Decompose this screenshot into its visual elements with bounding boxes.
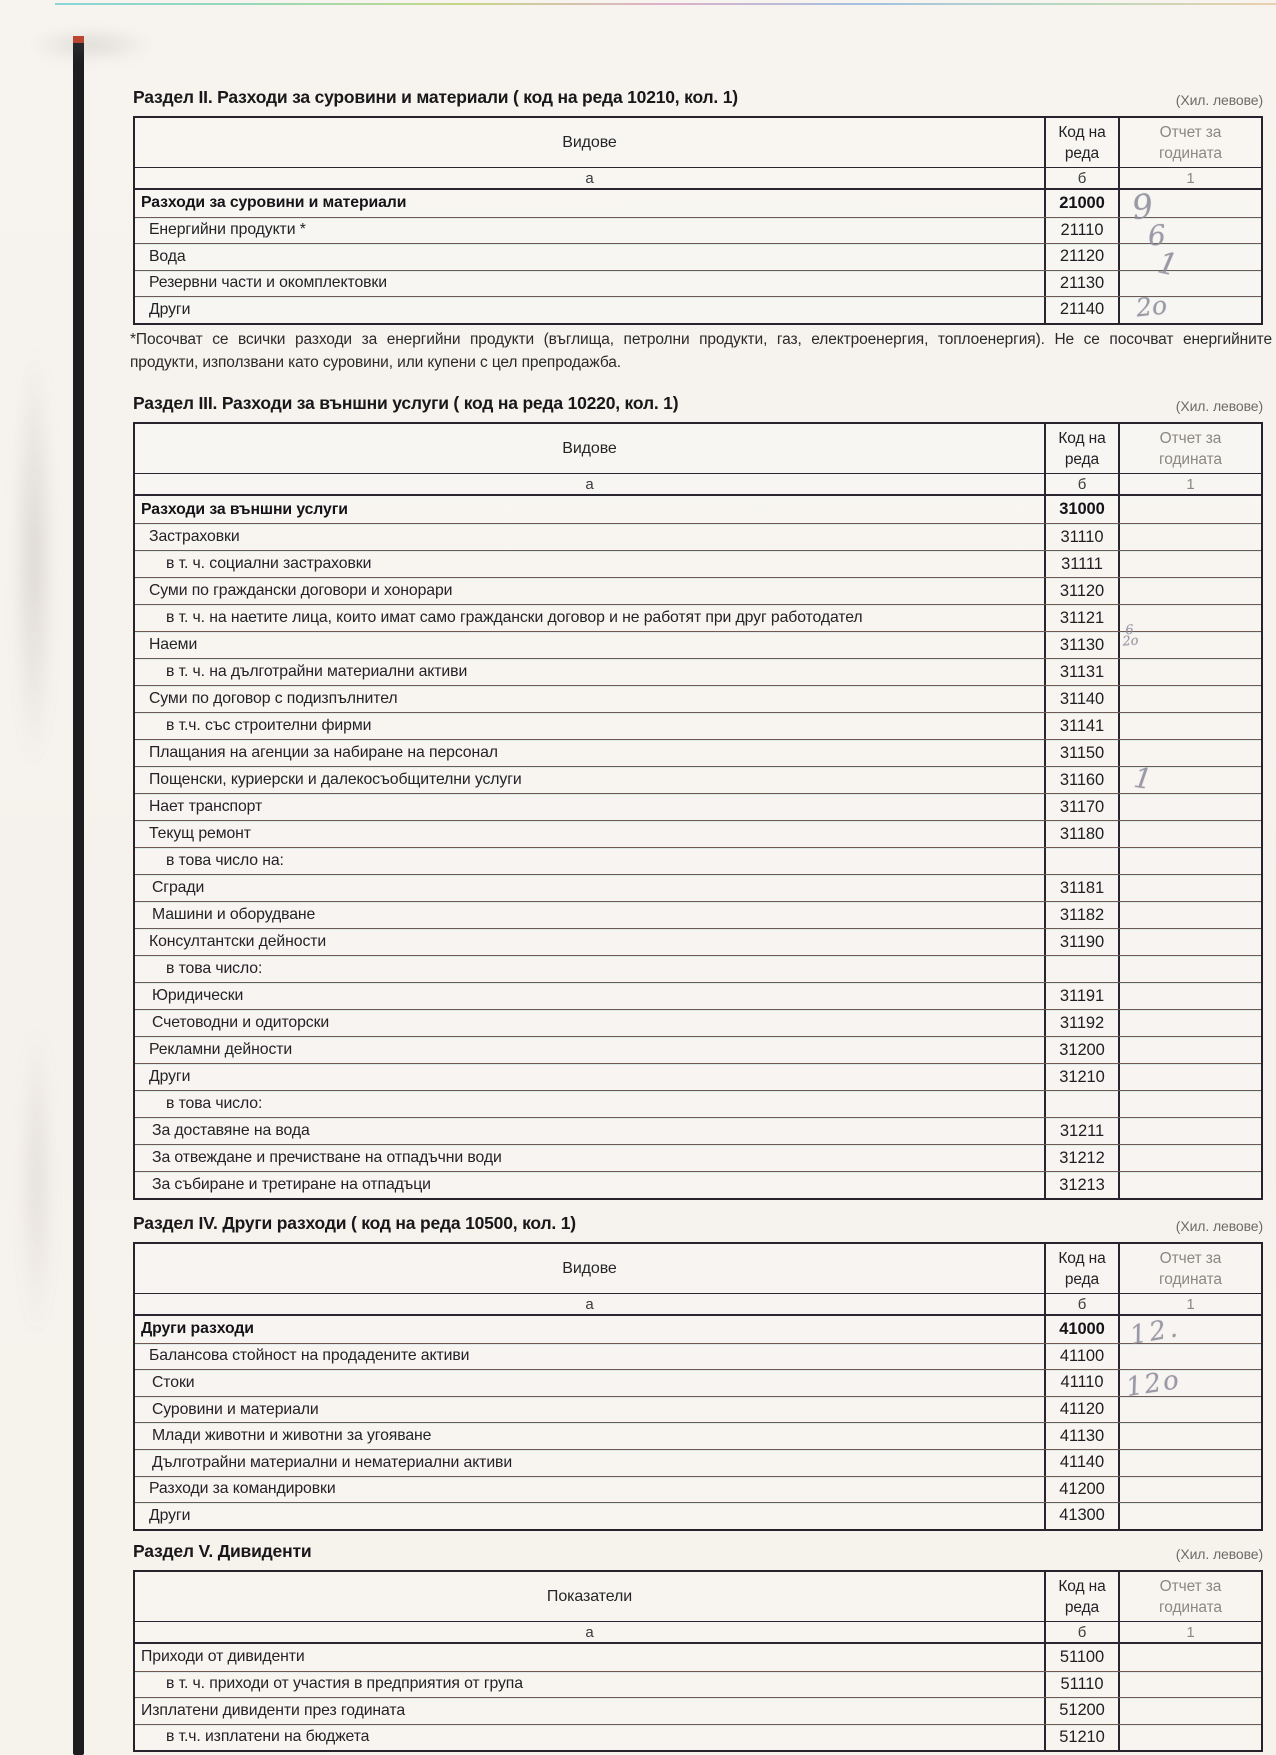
- row-code: 31182: [1046, 902, 1120, 928]
- table-header-row: [135, 424, 1261, 474]
- section-external-services: [133, 392, 1263, 1200]
- row-code: 31110: [1046, 524, 1120, 550]
- row-label: За доставяне на вода: [135, 1118, 1046, 1144]
- section-header: [133, 392, 1263, 414]
- row-label: Други разходи: [135, 1316, 1046, 1343]
- subheader-a: а: [135, 1622, 1046, 1642]
- row-code: 31211: [1046, 1118, 1120, 1144]
- row-value-cell: [1120, 956, 1261, 982]
- unit-note: (Хил. левове): [1175, 1218, 1263, 1234]
- row-code: 31111: [1046, 551, 1120, 577]
- table-row: [135, 847, 1261, 874]
- row-code: 31181: [1046, 875, 1120, 901]
- section-table: [133, 1242, 1263, 1531]
- row-code: 31131: [1046, 659, 1120, 685]
- table-row: [135, 1117, 1261, 1144]
- table-row: [135, 270, 1261, 297]
- row-value-cell: [1120, 1037, 1261, 1063]
- row-label: Други: [135, 1064, 1046, 1090]
- col-header-code: Код на реда: [1046, 1572, 1120, 1621]
- handwritten-value: 12.: [1127, 1312, 1183, 1352]
- table-row: [135, 1671, 1261, 1698]
- row-code: 41000: [1046, 1316, 1120, 1343]
- row-label: Юридически: [135, 983, 1046, 1009]
- row-value-cell: [1120, 1365, 1261, 1404]
- row-value-cell: [1120, 902, 1261, 928]
- table-header-row: [135, 1572, 1261, 1622]
- section-table: [133, 422, 1263, 1200]
- row-label: Други: [135, 297, 1046, 323]
- row-code: 31121: [1046, 605, 1120, 631]
- table-row: [135, 1171, 1261, 1198]
- row-value-cell: [1120, 244, 1261, 284]
- row-label: Разходи за командировки: [135, 1477, 1046, 1503]
- subheader-b: б: [1046, 168, 1120, 188]
- table-row: [135, 982, 1261, 1009]
- col-header-types: Видове: [135, 424, 1046, 473]
- table-header-row: [135, 118, 1261, 168]
- row-code: 31191: [1046, 983, 1120, 1009]
- row-value-cell: [1120, 713, 1261, 739]
- row-label: Пощенски, куриерски и далекосъобщителни услуги: [135, 767, 1046, 793]
- table-row: [135, 874, 1261, 901]
- row-code: 41140: [1046, 1450, 1120, 1476]
- row-label: Разходи за суровини и материали: [135, 190, 1046, 217]
- row-value-cell: [1120, 1344, 1261, 1370]
- table-body: [135, 1644, 1261, 1750]
- row-value-cell: [1120, 1118, 1261, 1144]
- subheader-1: 1: [1186, 1623, 1195, 1641]
- row-label: Разходи за външни услуги: [135, 496, 1046, 523]
- row-label: в т.ч. със строителни фирми: [135, 713, 1046, 739]
- section-title: Раздел III. Разходи за външни услуги ( код на реда 10220, кол. 1): [133, 393, 679, 413]
- table-row: [135, 1644, 1261, 1671]
- row-code: 31150: [1046, 740, 1120, 766]
- row-value-cell: [1120, 1010, 1261, 1036]
- table-row: [135, 928, 1261, 955]
- handwritten-value: 6: [1146, 217, 1167, 253]
- subheader-1: 1: [1186, 169, 1195, 187]
- row-value-cell: [1120, 1698, 1261, 1724]
- binding-bar: [73, 38, 84, 1755]
- row-code: 41300: [1046, 1503, 1120, 1529]
- table-row: [135, 712, 1261, 739]
- table-row: [135, 1502, 1261, 1529]
- table-body: [135, 496, 1261, 1198]
- row-value-cell: [1120, 1064, 1261, 1090]
- row-label: Стоки: [135, 1370, 1046, 1396]
- row-code: 51200: [1046, 1698, 1120, 1724]
- row-value-cell: [1120, 1503, 1261, 1529]
- row-label: в т. ч. приходи от участия в предприятия от група: [135, 1672, 1046, 1698]
- row-value-cell: [1120, 185, 1261, 228]
- table-header-row: [135, 1244, 1261, 1294]
- table-row: [135, 1036, 1261, 1063]
- row-code: 31210: [1046, 1064, 1120, 1090]
- table-row: [135, 604, 1261, 631]
- table-row: [135, 685, 1261, 712]
- row-label: в т.ч. изплатени на бюджета: [135, 1725, 1046, 1751]
- table-row: [135, 760, 1261, 797]
- row-label: Консултантски дейности: [135, 929, 1046, 955]
- row-value-cell: [1120, 794, 1261, 820]
- table-row: [135, 1697, 1261, 1724]
- row-label: Резервни части и окомплектовки: [135, 271, 1046, 297]
- row-value-cell: [1120, 821, 1261, 847]
- row-code: 21130: [1046, 271, 1120, 297]
- row-label: Приходи от дивиденти: [135, 1644, 1046, 1671]
- row-label: Енергийни продукти *: [135, 218, 1046, 244]
- table-row: [135, 1343, 1261, 1370]
- col-header-types: Видове: [135, 118, 1046, 167]
- row-code: 31120: [1046, 578, 1120, 604]
- row-label: Суровини и материали: [135, 1397, 1046, 1423]
- row-value-cell: [1120, 875, 1261, 901]
- scan-edge-line: [55, 3, 1276, 5]
- row-code: 41200: [1046, 1477, 1120, 1503]
- table-row: [135, 550, 1261, 577]
- row-code: 31213: [1046, 1172, 1120, 1198]
- row-code: 31141: [1046, 713, 1120, 739]
- table-row: [135, 1063, 1261, 1090]
- binding-bar-red-cap: [73, 36, 84, 43]
- col-header-code: Код на реда: [1046, 424, 1120, 473]
- row-label: Млади животни и животни за угояване: [135, 1423, 1046, 1449]
- table-body: [135, 185, 1261, 323]
- subheader-1: 1: [1186, 1295, 1195, 1313]
- table-row: [135, 658, 1261, 685]
- table-row: [135, 1312, 1261, 1352]
- table-subheader-row: [135, 168, 1261, 190]
- col-header-value: Отчет за годината: [1159, 1577, 1222, 1616]
- row-value-cell: [1120, 659, 1261, 685]
- table-row: [135, 955, 1261, 982]
- section-table: [133, 116, 1263, 325]
- row-code: [1046, 956, 1120, 982]
- row-code: 41120: [1046, 1397, 1120, 1423]
- section-header: [133, 86, 1263, 108]
- row-label: Рекламни дейности: [135, 1037, 1046, 1063]
- row-label: Дълготрайни материални и нематериални активи: [135, 1450, 1046, 1476]
- row-label: Суми по граждански договори и хонорари: [135, 578, 1046, 604]
- handwritten-value: 12о: [1123, 1365, 1183, 1404]
- row-label: в т. ч. социални застраховки: [135, 551, 1046, 577]
- row-code: 21110: [1046, 218, 1120, 244]
- row-code: 51210: [1046, 1725, 1120, 1751]
- row-label: Нает транспорт: [135, 794, 1046, 820]
- footnote-line-1: *Посочват се всички разходи за енергийни продукти (въглища, петролни продукти, газ, електроенергия, топлоенергия). Не се посочват енергийните: [130, 331, 1272, 348]
- row-value-cell: [1120, 686, 1261, 712]
- col-header-value: Отчет за годината: [1159, 1249, 1222, 1288]
- row-code: 31140: [1046, 686, 1120, 712]
- row-code: 51100: [1046, 1644, 1120, 1671]
- subheader-b: б: [1046, 474, 1120, 494]
- row-value-cell: [1120, 1644, 1261, 1671]
- row-value-cell: [1120, 551, 1261, 577]
- row-value-cell: [1120, 1450, 1261, 1476]
- row-value-cell: [1120, 578, 1261, 604]
- row-value-cell: [1120, 848, 1261, 874]
- row-value-cell: [1120, 760, 1261, 797]
- subheader-a: а: [135, 1294, 1046, 1314]
- row-value-cell: [1120, 496, 1261, 523]
- row-label: Сгради: [135, 875, 1046, 901]
- handwritten-value: 1: [1154, 245, 1181, 284]
- row-code: 31180: [1046, 821, 1120, 847]
- row-code: 31190: [1046, 929, 1120, 955]
- row-label: Машини и оборудване: [135, 902, 1046, 928]
- row-label: в т. ч. на дълготрайни материални активи: [135, 659, 1046, 685]
- row-code: 31170: [1046, 794, 1120, 820]
- scan-smudge: [26, 30, 156, 60]
- subheader-a: а: [135, 474, 1046, 494]
- section-other-expenses: [133, 1212, 1263, 1531]
- handwritten-value: 9: [1129, 185, 1156, 228]
- row-code: 31130: [1046, 632, 1120, 658]
- section-dividends: [133, 1540, 1263, 1752]
- table-row: [135, 1009, 1261, 1036]
- col-header-value: Отчет за годината: [1159, 123, 1222, 162]
- row-code: 41100: [1046, 1344, 1120, 1370]
- table-subheader-row: [135, 1622, 1261, 1644]
- row-value-cell: [1120, 1091, 1261, 1117]
- row-label: Наеми: [135, 632, 1046, 658]
- row-code: 51110: [1046, 1672, 1120, 1698]
- col-header-code: Код на реда: [1046, 118, 1120, 167]
- unit-note: (Хил. левове): [1175, 398, 1263, 414]
- row-value-cell: [1120, 290, 1261, 323]
- table-row: [135, 290, 1261, 323]
- section-title: Раздел IV. Други разходи ( код на реда 10500, кол. 1): [133, 1213, 576, 1233]
- row-label: Текущ ремонт: [135, 821, 1046, 847]
- row-code: 41130: [1046, 1423, 1120, 1449]
- section-header: [133, 1212, 1263, 1234]
- col-header-types: Видове: [135, 1244, 1046, 1293]
- handwritten-value: 2о: [1134, 290, 1169, 323]
- row-label: Вода: [135, 244, 1046, 270]
- table-row: [135, 1090, 1261, 1117]
- row-value-cell: [1120, 1423, 1261, 1449]
- row-value-cell: [1120, 217, 1261, 253]
- table-row: [135, 217, 1261, 253]
- table-row: [135, 523, 1261, 550]
- unit-note: (Хил. левове): [1175, 1546, 1263, 1562]
- row-value-cell: [1120, 524, 1261, 550]
- row-label: Изплатени дивиденти през годината: [135, 1698, 1046, 1724]
- section-raw-materials: [133, 86, 1263, 325]
- row-label: Плащания на агенции за набиране на персонал: [135, 740, 1046, 766]
- subheader-a: а: [135, 168, 1046, 188]
- table-row: [135, 622, 1261, 658]
- row-label: в това число на:: [135, 848, 1046, 874]
- row-value-cell: [1120, 605, 1261, 631]
- row-value-cell: [1120, 740, 1261, 766]
- table-row: [135, 1449, 1261, 1476]
- table-row: [135, 1724, 1261, 1751]
- row-code: 31000: [1046, 496, 1120, 523]
- row-code: 21000: [1046, 190, 1120, 217]
- col-header-types: Показатели: [135, 1572, 1046, 1621]
- table-row: [135, 1476, 1261, 1503]
- table-row: [135, 185, 1261, 228]
- table-row: [135, 901, 1261, 928]
- section-title: Раздел V. Дивиденти: [133, 1541, 312, 1561]
- handwritten-value: 6 2о: [1121, 622, 1140, 650]
- row-value-cell: [1120, 1477, 1261, 1503]
- row-label: в това число:: [135, 1091, 1046, 1117]
- section-header: [133, 1540, 1263, 1562]
- table-row: [135, 496, 1261, 523]
- section-title: Раздел II. Разходи за суровини и материали ( код на реда 10210, кол. 1): [133, 87, 738, 107]
- row-value-cell: [1120, 1145, 1261, 1171]
- row-code: [1046, 1091, 1120, 1117]
- table-row: [135, 820, 1261, 847]
- row-label: Балансова стойност на продадените активи: [135, 1344, 1046, 1370]
- handwritten-value: 1: [1131, 760, 1154, 797]
- row-value-cell: [1120, 1672, 1261, 1698]
- scan-smudge: [20, 1020, 54, 1340]
- row-code: 31200: [1046, 1037, 1120, 1063]
- row-label: Застраховки: [135, 524, 1046, 550]
- footnote-line-2: продукти, използвани като суровини, или купени с цел препродажба.: [130, 354, 621, 371]
- row-value-cell: [1120, 1725, 1261, 1751]
- col-header-code: Код на реда: [1046, 1244, 1120, 1293]
- subheader-b: б: [1046, 1294, 1120, 1314]
- subheader-b: б: [1046, 1622, 1120, 1642]
- table-row: [135, 1422, 1261, 1449]
- table-body: [135, 1312, 1261, 1529]
- col-header-value: Отчет за годината: [1159, 429, 1222, 468]
- row-code: 21120: [1046, 244, 1120, 270]
- table-row: [135, 577, 1261, 604]
- table-row: [135, 1396, 1261, 1423]
- row-code: 31212: [1046, 1145, 1120, 1171]
- row-value-cell: [1120, 929, 1261, 955]
- row-code: 21140: [1046, 297, 1120, 323]
- table-row: [135, 793, 1261, 820]
- row-code: 31192: [1046, 1010, 1120, 1036]
- table-row: [135, 739, 1261, 766]
- row-label: в т. ч. на наетите лица, които имат само граждански договор и не работят при друг работодател: [135, 605, 1046, 631]
- row-label: Счетоводни и одиторски: [135, 1010, 1046, 1036]
- row-code: 31160: [1046, 767, 1120, 793]
- row-label: Суми по договор с подизпълнител: [135, 686, 1046, 712]
- unit-note: (Хил. левове): [1175, 92, 1263, 108]
- table-subheader-row: [135, 1294, 1261, 1316]
- subheader-1: 1: [1186, 475, 1195, 493]
- row-label: в това число:: [135, 956, 1046, 982]
- table-row: [135, 1365, 1261, 1404]
- row-label: За събиране и третиране на отпадъци: [135, 1172, 1046, 1198]
- scan-smudge: [14, 340, 54, 770]
- table-subheader-row: [135, 474, 1261, 496]
- section-table: [133, 1570, 1263, 1752]
- row-value-cell: [1120, 983, 1261, 1009]
- row-value-cell: [1120, 1172, 1261, 1198]
- table-row: [135, 1144, 1261, 1171]
- row-value-cell: [1120, 622, 1261, 658]
- row-label: За отвеждане и пречистване на отпадъчни води: [135, 1145, 1046, 1171]
- row-label: Други: [135, 1503, 1046, 1529]
- row-value-cell: [1120, 271, 1261, 297]
- row-value-cell: [1120, 1312, 1261, 1352]
- row-value-cell: [1120, 1397, 1261, 1423]
- row-code: 41110: [1046, 1370, 1120, 1396]
- row-code: [1046, 848, 1120, 874]
